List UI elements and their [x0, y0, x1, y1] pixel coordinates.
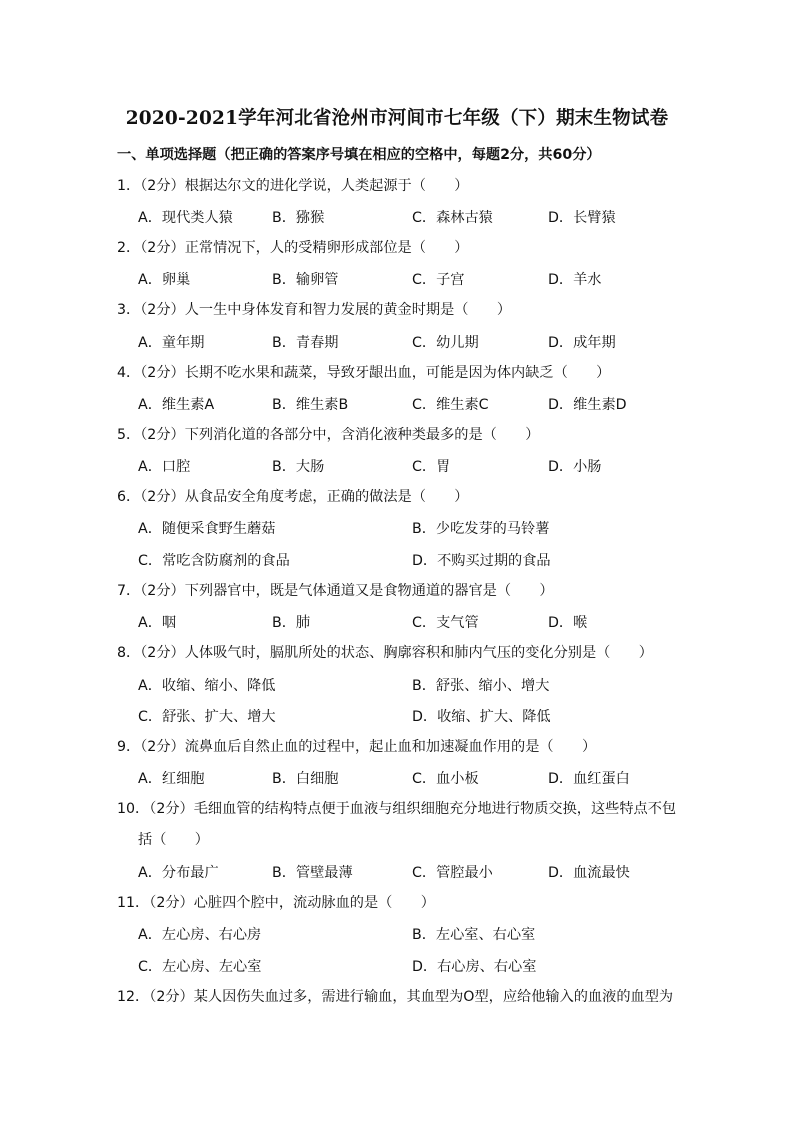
- question-6-options-row2: [138, 550, 698, 572]
- question-7: 7．（2分）下列器官中，既是气体通道又是食物通道的器官是（ ）: [117, 583, 554, 599]
- option-b[interactable]: B．舒张、缩小、增大: [412, 678, 550, 694]
- option-b[interactable]: B．少吃发芽的马铃薯: [412, 521, 550, 537]
- option-c[interactable]: C．舒张、扩大、增大: [138, 709, 276, 725]
- question-10: 10．（2分）毛细血管的结构特点便于血液与组织细胞充分地进行物质交换，这些特点不包: [117, 801, 677, 817]
- question-4-options: [138, 394, 698, 416]
- option-b[interactable]: B．白细胞: [272, 771, 339, 787]
- option-d[interactable]: D．小肠: [548, 459, 602, 475]
- option-a[interactable]: A．现代类人猿: [138, 210, 233, 226]
- question-11-options-row2: [138, 956, 698, 978]
- question-11-options-row1: [138, 924, 698, 946]
- question-5: 5．（2分）下列消化道的各部分中，含消化液种类最多的是（ ）: [117, 427, 540, 443]
- option-a[interactable]: A．红细胞: [138, 771, 205, 787]
- option-d[interactable]: D．长臂猿: [548, 210, 616, 226]
- question-5-options: [138, 456, 698, 478]
- option-b[interactable]: B．猕猴: [272, 210, 325, 226]
- option-a[interactable]: A．左心房、右心房: [138, 927, 262, 943]
- question-6-options-row1: [138, 518, 698, 540]
- option-a[interactable]: A．维生素A: [138, 397, 215, 413]
- option-a[interactable]: A．咽: [138, 615, 177, 631]
- option-b[interactable]: B．左心室、右心室: [412, 927, 536, 943]
- option-b[interactable]: B．青春期: [272, 335, 339, 351]
- option-c[interactable]: C．支气管: [412, 615, 479, 631]
- question-3-options: [138, 332, 698, 354]
- option-c[interactable]: C．胃: [412, 459, 451, 475]
- question-11: 11．（2分）心脏四个腔中，流动脉血的是（ ）: [117, 895, 435, 911]
- option-a[interactable]: A．卵巢: [138, 272, 191, 288]
- option-d[interactable]: D．维生素D: [548, 397, 627, 413]
- option-a[interactable]: A．收缩、缩小、降低: [138, 678, 276, 694]
- option-b[interactable]: B．大肠: [272, 459, 325, 475]
- question-7-options: [138, 612, 698, 634]
- option-d[interactable]: D．喉: [548, 615, 588, 631]
- question-4: 4．（2分）长期不吃水果和蔬菜，导致牙龈出血，可能是因为体内缺乏（ ）: [117, 365, 611, 381]
- option-b[interactable]: B．肺: [272, 615, 311, 631]
- question-8-options-row2: [138, 706, 698, 728]
- option-d[interactable]: D．血流最快: [548, 865, 630, 881]
- question-1: 1．（2分）根据达尔文的进化学说，人类起源于（ ）: [117, 178, 469, 194]
- question-12: 12．（2分）某人因伤失血过多，需进行输血，其血型为O型，应给他输入的血液的血型为: [117, 989, 674, 1005]
- question-8-options-row1: [138, 675, 698, 697]
- question-2: 2．（2分）正常情况下，人的受精卵形成部位是（ ）: [117, 240, 469, 256]
- question-10-continuation: 括（ ）: [138, 832, 209, 848]
- option-a[interactable]: A．口腔: [138, 459, 191, 475]
- option-b[interactable]: B．管壁最薄: [272, 865, 353, 881]
- option-c[interactable]: C．幼儿期: [412, 335, 479, 351]
- question-9: 9．（2分）流鼻血后自然止血的过程中，起止血和加速凝血作用的是（ ）: [117, 739, 597, 755]
- option-d[interactable]: D．右心房、右心室: [412, 959, 537, 975]
- question-3: 3．（2分）人一生中身体发育和智力发展的黄金时期是（ ）: [117, 302, 512, 318]
- question-9-options: [138, 768, 698, 790]
- option-a[interactable]: A．随便采食野生蘑菇: [138, 521, 276, 537]
- option-d[interactable]: D．不购买过期的食品: [412, 553, 551, 569]
- question-8: 8．（2分）人体吸气时，膈肌所处的状态、胸廓容积和肺内气压的变化分别是（ ）: [117, 645, 653, 661]
- option-d[interactable]: D．羊水: [548, 272, 602, 288]
- option-c[interactable]: C．维生素C: [412, 397, 489, 413]
- exam-title: 2020-2021学年河北省沧州市河间市七年级（下）期末生物试卷: [125, 108, 669, 129]
- option-c[interactable]: C．子宫: [412, 272, 465, 288]
- question-2-options: [138, 269, 698, 291]
- option-b[interactable]: B．输卵管: [272, 272, 339, 288]
- option-c[interactable]: C．管腔最小: [412, 865, 493, 881]
- section-heading: 一、单项选择题（把正确的答案序号填在相应的空格中，每题2分，共60分）: [117, 147, 601, 163]
- option-c[interactable]: C．左心房、左心室: [138, 959, 262, 975]
- option-a[interactable]: A．分布最广: [138, 865, 219, 881]
- question-10-options: [138, 862, 698, 884]
- option-d[interactable]: D．成年期: [548, 335, 616, 351]
- option-c[interactable]: C．常吃含防腐剂的食品: [138, 553, 290, 569]
- question-1-options: [138, 207, 698, 229]
- option-d[interactable]: D．血红蛋白: [548, 771, 630, 787]
- option-b[interactable]: B．维生素B: [272, 397, 349, 413]
- question-6: 6．（2分）从食品安全角度考虑，正确的做法是（ ）: [117, 489, 469, 505]
- option-c[interactable]: C．血小板: [412, 771, 479, 787]
- option-a[interactable]: A．童年期: [138, 335, 205, 351]
- option-d[interactable]: D．收缩、扩大、降低: [412, 709, 551, 725]
- option-c[interactable]: C．森林古猿: [412, 210, 493, 226]
